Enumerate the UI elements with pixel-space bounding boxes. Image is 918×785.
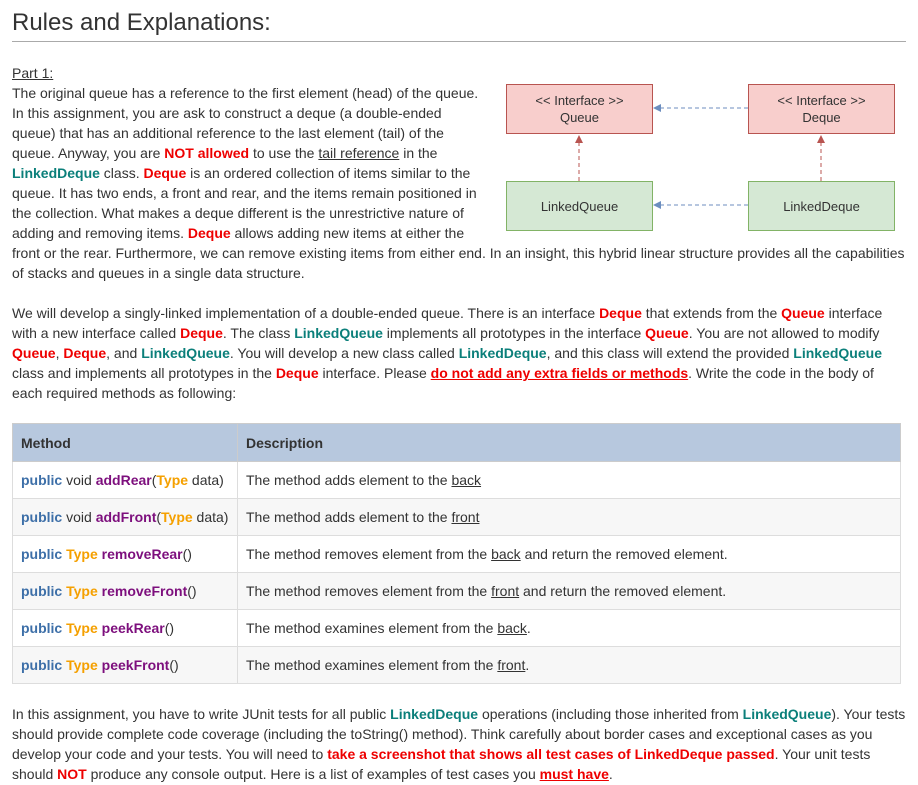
underlined-text: back xyxy=(497,620,527,636)
text: ( xyxy=(156,509,162,525)
text: () xyxy=(164,620,175,636)
text: We will develop a singly-linked implementation of a double-ended queue. There is an interface xyxy=(12,305,600,321)
method-signature xyxy=(13,573,238,610)
text: () xyxy=(187,583,197,599)
type-name: Type xyxy=(156,472,189,488)
emphasis-red: Deque xyxy=(275,365,319,381)
title-divider xyxy=(12,41,906,42)
keyword: public xyxy=(21,583,63,599)
underlined-text: front xyxy=(451,509,480,525)
method-name: addFront xyxy=(95,509,157,525)
method-description xyxy=(238,573,901,610)
class-name: LinkedQueue xyxy=(540,198,619,214)
class-ref: LinkedDeque xyxy=(390,706,479,722)
text: in the xyxy=(399,145,438,161)
method-signature xyxy=(13,647,238,684)
class-ref: LinkedQueue xyxy=(141,345,230,361)
text: . You will develop a new class called xyxy=(229,345,459,361)
text: interface. Please xyxy=(318,365,431,381)
part-label: Part 1: xyxy=(12,65,54,81)
keyword: public xyxy=(21,620,63,636)
method-description xyxy=(238,499,901,536)
text: The method removes element from the xyxy=(246,546,492,562)
class-name: Queue xyxy=(559,110,600,125)
table-row xyxy=(13,610,901,647)
arrowhead-icon xyxy=(575,135,583,143)
junit-paragraph xyxy=(12,704,906,784)
text: . xyxy=(525,657,530,673)
text: . Write the code in the body of each required methods as following: xyxy=(12,365,874,401)
arrowhead-icon xyxy=(817,135,825,143)
type-name: Type xyxy=(66,657,98,673)
text: . xyxy=(608,766,613,782)
text: The method adds element to the xyxy=(246,509,452,525)
type-name: Type xyxy=(66,583,98,599)
table-row xyxy=(13,573,901,610)
text: The method adds element to the xyxy=(246,472,452,488)
linkedqueue-class-box xyxy=(506,181,653,231)
table-row xyxy=(13,647,901,684)
table-row xyxy=(13,499,901,536)
text: data) xyxy=(192,509,229,525)
underlined-text: front xyxy=(497,657,526,673)
text: The method removes element from the xyxy=(246,583,492,599)
method-name: removeFront xyxy=(101,583,188,599)
methods-table xyxy=(12,423,901,684)
text: that extends from the xyxy=(641,305,782,321)
emphasis-red: Queue xyxy=(12,345,56,361)
type-name: Type xyxy=(161,509,193,525)
method-name: addRear xyxy=(95,472,152,488)
emphasis-red: Deque xyxy=(599,305,642,321)
text: data) xyxy=(188,472,224,488)
class-name: Deque xyxy=(802,110,841,125)
emphasis-red: Queue xyxy=(781,305,825,321)
queue-interface-box xyxy=(506,84,653,134)
text: , and this class will extend the provided xyxy=(546,345,794,361)
text: implements all prototypes in the interface xyxy=(382,325,646,341)
text: class and implements all prototypes in the xyxy=(12,365,276,381)
text: allows adding new items at either the front or the rear. Furthermore, we can remove existing items from either end. In an insight, this hybrid linear structure provides all the capabilities of stacks and queues in a single data structure. xyxy=(12,225,905,281)
class-ref: LinkedQueue xyxy=(742,706,832,722)
class-name: LinkedDeque xyxy=(783,198,860,214)
keyword: public xyxy=(21,546,63,562)
header-method: Method xyxy=(13,424,238,462)
deque-interface-box xyxy=(748,84,895,134)
method-signature xyxy=(13,536,238,573)
emphasis-red: take a screenshot that shows all test cases of LinkedDeque passed xyxy=(327,746,775,762)
emphasis-red: NOT xyxy=(57,766,87,782)
text: produce any console output. Here is a list of examples of test cases you xyxy=(86,766,540,782)
arrowhead-icon xyxy=(653,104,661,112)
emphasis-red: Deque xyxy=(180,325,223,341)
stereotype-label: << Interface >> xyxy=(535,93,624,108)
method-description xyxy=(238,536,901,573)
method-signature xyxy=(13,499,238,536)
header-description: Description xyxy=(238,424,901,462)
text: ). Your tests should provide complete code coverage (including the toString() method). Think carefully about border cases and exceptional cases as you develop your code and your tests. You will need to xyxy=(12,706,906,762)
method-description xyxy=(238,462,901,499)
text: to use the xyxy=(249,145,319,161)
class-ref: LinkedQueue xyxy=(294,325,383,341)
method-description xyxy=(238,647,901,684)
emphasis-red: Deque xyxy=(187,225,231,241)
text: () xyxy=(169,657,179,673)
text: The method examines element from the xyxy=(246,620,498,636)
underlined-text: tail reference xyxy=(318,145,400,161)
text: void xyxy=(62,472,96,488)
text: and return the removed element. xyxy=(520,546,728,562)
text: void xyxy=(62,509,96,525)
text: , xyxy=(55,345,64,361)
underlined-text: front xyxy=(491,583,520,599)
text: . Your unit tests should xyxy=(12,746,871,782)
emphasis-red: NOT allowed xyxy=(164,145,250,161)
method-name: peekFront xyxy=(101,657,170,673)
emphasis-red: Deque xyxy=(63,345,107,361)
table-row xyxy=(13,462,901,499)
text: . You are not allowed to modify xyxy=(688,325,880,341)
underlined-text: back xyxy=(451,472,482,488)
text: . The class xyxy=(222,325,295,341)
method-description xyxy=(238,610,901,647)
emphasis-red: Queue xyxy=(645,325,689,341)
keyword: public xyxy=(21,509,63,525)
type-name: Type xyxy=(66,620,98,636)
type-name: Type xyxy=(66,546,98,562)
text: class. xyxy=(99,165,144,181)
table-row xyxy=(13,536,901,573)
text: The original queue has a reference to the first element (head) of the queue. In this assignment, you are ask to construct a deque (a double-ended queue) that has an additional reference to the last element (tail) of the queue. Anyway, you are xyxy=(12,85,479,161)
text: The method examines element from the xyxy=(246,657,498,673)
keyword: public xyxy=(21,472,63,488)
implementation-paragraph xyxy=(12,303,906,403)
emphasis-red: Deque xyxy=(143,165,187,181)
emphasis-link: do not add any extra fields or methods xyxy=(430,365,689,381)
class-ref: LinkedDeque xyxy=(458,345,547,361)
text: is an ordered collection of items similar to the queue. It has two ends, a front and rear, and the items remain positioned in the collection. What makes a deque different is the unrestrictive nature of adding and removing items. xyxy=(12,165,477,241)
text: () xyxy=(182,546,192,562)
method-signature xyxy=(13,462,238,499)
method-name: peekRear xyxy=(101,620,165,636)
class-ref: LinkedDeque xyxy=(12,165,100,181)
text: ( xyxy=(151,472,157,488)
method-name: removeRear xyxy=(101,546,183,562)
linkeddeque-class-box xyxy=(748,181,895,231)
underlined-text: back xyxy=(491,546,521,562)
text: interface with a new interface called xyxy=(12,305,883,341)
text: and return the removed element. xyxy=(519,583,727,599)
arrowhead-icon xyxy=(653,201,661,209)
text: , and xyxy=(106,345,142,361)
keyword: public xyxy=(21,657,63,673)
text: In this assignment, you have to write JUnit tests for all public xyxy=(12,706,391,722)
class-diagram xyxy=(506,83,898,233)
page-title: Rules and Explanations: xyxy=(12,9,271,36)
stereotype-label: << Interface >> xyxy=(777,93,866,108)
text: operations (including those inherited from xyxy=(478,706,743,722)
text: . xyxy=(526,620,531,636)
method-signature xyxy=(13,610,238,647)
class-ref: LinkedQueue xyxy=(793,345,882,361)
emphasis-link: must have xyxy=(539,766,609,782)
